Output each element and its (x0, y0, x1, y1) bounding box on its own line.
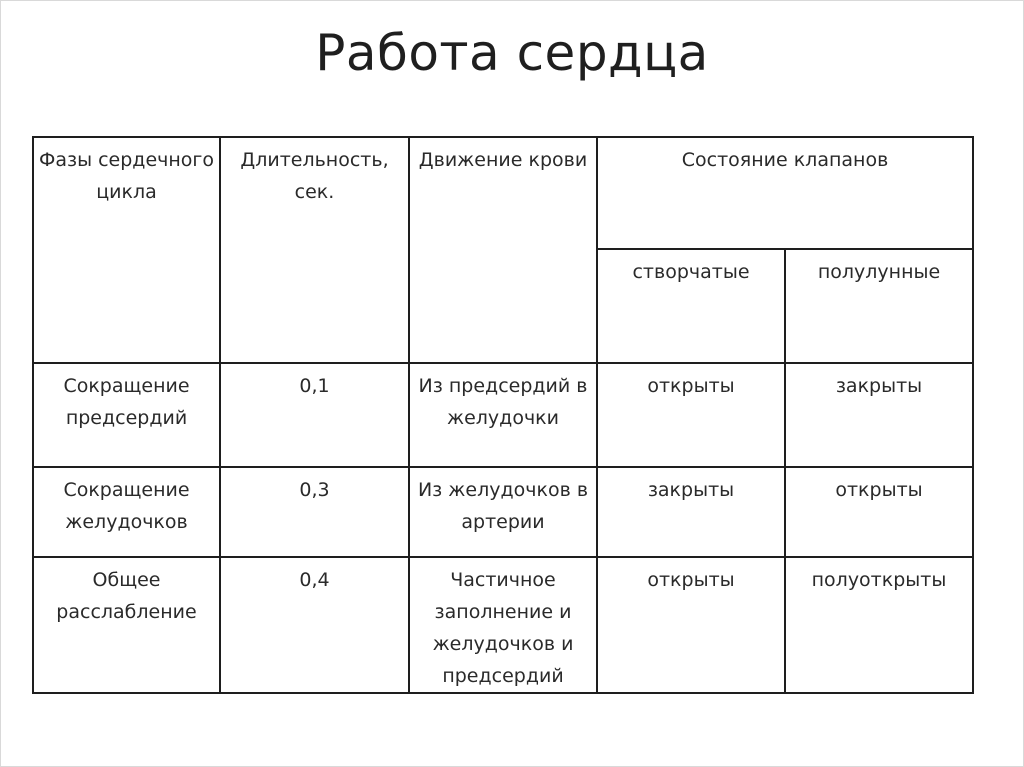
header-blood-movement: Движение крови (409, 137, 597, 363)
header-row (33, 137, 973, 249)
cell-duration: 0,4 (220, 557, 409, 693)
cell-movement: Частичное заполнение и желудочков и предсердий (409, 557, 597, 693)
header-phases: Фазы сердечного цикла (33, 137, 220, 363)
cell-phase: Сокращение предсердий (33, 363, 220, 467)
cell-duration: 0,3 (220, 467, 409, 557)
header-duration: Длительность, сек. (220, 137, 409, 363)
cell-movement: Из предсердий в желудочки (409, 363, 597, 467)
table-row (33, 467, 973, 557)
header-valves-state: Состояние клапанов (597, 137, 973, 249)
cell-semilunar: полуоткрыты (785, 557, 973, 693)
header-leaflet-valves: створчатые (597, 249, 785, 363)
cell-semilunar: открыты (785, 467, 973, 557)
cell-semilunar: закрыты (785, 363, 973, 467)
cell-phase: Сокращение желудочков (33, 467, 220, 557)
cell-leaflet: закрыты (597, 467, 785, 557)
cell-movement: Из желудочков в артерии (409, 467, 597, 557)
cell-phase: Общее расслабление (33, 557, 220, 693)
heart-cycle-table (32, 136, 974, 694)
cell-leaflet: открыты (597, 557, 785, 693)
page-title: Работа сердца (315, 24, 709, 82)
header-semilunar-valves: полулунные (785, 249, 973, 363)
cell-leaflet: открыты (597, 363, 785, 467)
cell-duration: 0,1 (220, 363, 409, 467)
table-row (33, 363, 973, 467)
table-row (33, 557, 973, 693)
